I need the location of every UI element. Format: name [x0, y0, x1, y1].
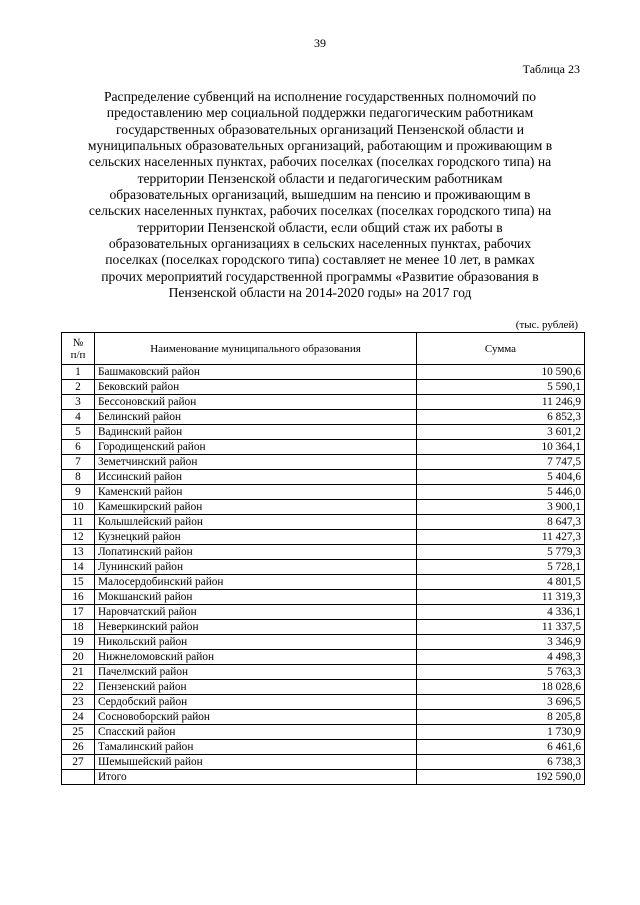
cell-name: Сосновоборский район — [95, 710, 417, 725]
table-row — [62, 725, 585, 740]
cell-sum: 3 601,2 — [417, 425, 585, 440]
cell-name: Камешкирский район — [95, 500, 417, 515]
table-row — [62, 680, 585, 695]
table-row — [62, 455, 585, 470]
total-row — [62, 770, 585, 785]
cell-num: 14 — [62, 560, 95, 575]
cell-sum: 8 647,3 — [417, 515, 585, 530]
header-sum: Сумма — [417, 333, 585, 365]
cell-sum: 4 498,3 — [417, 650, 585, 665]
cell-name: Неверкинский район — [95, 620, 417, 635]
cell-num: 23 — [62, 695, 95, 710]
cell-name: Мокшанский район — [95, 590, 417, 605]
cell-name: Пензенский район — [95, 680, 417, 695]
cell-num: 10 — [62, 500, 95, 515]
cell-name: Пачелмский район — [95, 665, 417, 680]
table-row — [62, 365, 585, 380]
table-row — [62, 695, 585, 710]
title-line: предоставлению мер социальной поддержки педагогическим работникам — [106, 105, 534, 121]
cell-num: 6 — [62, 440, 95, 455]
cell-num: 12 — [62, 530, 95, 545]
cell-num: 19 — [62, 635, 95, 650]
table-row — [62, 755, 585, 770]
cell-sum: 10 590,6 — [417, 365, 585, 380]
cell-name: Наровчатский район — [95, 605, 417, 620]
cell-num: 22 — [62, 680, 95, 695]
cell-sum: 8 205,8 — [417, 710, 585, 725]
cell-num: 17 — [62, 605, 95, 620]
table-label: Таблица 23 — [522, 62, 580, 76]
table-row — [62, 635, 585, 650]
cell-sum: 3 900,1 — [417, 500, 585, 515]
table-row — [62, 560, 585, 575]
cell-name: Спасский район — [95, 725, 417, 740]
title-line: Пензенской области на 2014-2020 годы» на 2017 год — [168, 285, 472, 301]
cell-name: Городищенский район — [95, 440, 417, 455]
cell-name: Лунинский район — [95, 560, 417, 575]
cell-sum: 7 747,5 — [417, 455, 585, 470]
cell-sum: 1 730,9 — [417, 725, 585, 740]
cell-name: Бессоновский район — [95, 395, 417, 410]
cell-name: Земетчинский район — [95, 455, 417, 470]
cell-name: Лопатинский район — [95, 545, 417, 560]
table-row — [62, 590, 585, 605]
table-row — [62, 410, 585, 425]
cell-name: Бековский район — [95, 380, 417, 395]
header-num-line2: п/п — [70, 348, 86, 361]
cell-sum: 5 779,3 — [417, 545, 585, 560]
table-row — [62, 500, 585, 515]
cell-sum: 18 028,6 — [417, 680, 585, 695]
cell-sum: 4 801,5 — [417, 575, 585, 590]
cell-sum: 11 337,5 — [417, 620, 585, 635]
cell-sum: 6 852,3 — [417, 410, 585, 425]
cell-name: Шемышейский район — [95, 755, 417, 770]
cell-num: 25 — [62, 725, 95, 740]
cell-sum: 5 728,1 — [417, 560, 585, 575]
cell-name: Башмаковский район — [95, 365, 417, 380]
table-row — [62, 605, 585, 620]
cell-name: Кузнецкий район — [95, 530, 417, 545]
title-line: прочих мероприятий государственной программы «Развитие образования в — [101, 268, 539, 284]
units-label: (тыс. рублей) — [515, 319, 578, 331]
title-line: образовательных организаций, вышедшим на пенсию и проживающим в — [109, 187, 531, 203]
table-row — [62, 515, 585, 530]
title-line: сельских населенных пунктах, рабочих поселках (поселках городского типа) на — [88, 154, 552, 170]
cell-sum: 11 427,3 — [417, 530, 585, 545]
cell-sum: 3 696,5 — [417, 695, 585, 710]
cell-num: 27 — [62, 755, 95, 770]
table-row — [62, 740, 585, 755]
header-num — [62, 333, 95, 365]
title-line: сельских населенных пунктах, рабочих поселках (поселках городского типа) на — [88, 203, 552, 219]
cell-sum: 6 461,6 — [417, 740, 585, 755]
table-row — [62, 650, 585, 665]
cell-num: 7 — [62, 455, 95, 470]
cell-num: 9 — [62, 485, 95, 500]
cell-num: 24 — [62, 710, 95, 725]
title-line: Распределение субвенций на исполнение государственных полномочий по — [103, 89, 537, 104]
table-row — [62, 485, 585, 500]
cell-name: Белинский район — [95, 410, 417, 425]
cell-sum: 10 364,1 — [417, 440, 585, 455]
cell-num: 15 — [62, 575, 95, 590]
title-line: территории Пензенской области, если общий стаж их работы в — [137, 219, 503, 235]
cell-num: 26 — [62, 740, 95, 755]
cell-sum: 11 319,3 — [417, 590, 585, 605]
cell-name: Вадинский район — [95, 425, 417, 440]
cell-num: 8 — [62, 470, 95, 485]
cell-sum: 5 404,6 — [417, 470, 585, 485]
cell-num — [62, 770, 95, 785]
cell-name: Малосердобинский район — [95, 575, 417, 590]
cell-sum: 11 246,9 — [417, 395, 585, 410]
allocation-table — [61, 332, 585, 785]
table-row — [62, 710, 585, 725]
title-line: поселках (поселках городского типа) составляет не менее 10 лет, в рамках — [105, 252, 535, 268]
cell-num: 2 — [62, 380, 95, 395]
cell-name: Итого — [95, 770, 417, 785]
cell-name: Никольский район — [95, 635, 417, 650]
cell-name: Сердобский район — [95, 695, 417, 710]
cell-num: 20 — [62, 650, 95, 665]
table-row — [62, 545, 585, 560]
cell-name: Тамалинский район — [95, 740, 417, 755]
cell-name: Иссинский район — [95, 470, 417, 485]
cell-num: 21 — [62, 665, 95, 680]
cell-num: 4 — [62, 410, 95, 425]
title-line: государственных образовательных организаций Пензенской области и — [116, 121, 524, 137]
cell-num: 3 — [62, 395, 95, 410]
header-num-line1: № — [72, 336, 84, 349]
cell-sum: 5 590,1 — [417, 380, 585, 395]
cell-name: Колышлейский район — [95, 515, 417, 530]
document-title — [62, 89, 578, 301]
table-row — [62, 575, 585, 590]
table-row — [62, 530, 585, 545]
title-line: территории Пензенской области и педагогическим работникам — [137, 170, 503, 186]
cell-sum: 4 336,1 — [417, 605, 585, 620]
table-row — [62, 440, 585, 455]
cell-num: 1 — [62, 365, 95, 380]
cell-num: 11 — [62, 515, 95, 530]
title-line: муниципальных образовательных организаций, работающим и проживающим в — [87, 138, 553, 154]
table-row — [62, 470, 585, 485]
cell-sum: 6 738,3 — [417, 755, 585, 770]
page-number: 39 — [314, 36, 326, 50]
table-row — [62, 395, 585, 410]
cell-num: 18 — [62, 620, 95, 635]
cell-sum: 3 346,9 — [417, 635, 585, 650]
title-line: образовательных организациях в сельских населенных пунктах, рабочих — [108, 236, 532, 252]
cell-name: Нижнеломовский район — [95, 650, 417, 665]
cell-num: 5 — [62, 425, 95, 440]
cell-sum: 5 763,3 — [417, 665, 585, 680]
table-row — [62, 665, 585, 680]
cell-num: 16 — [62, 590, 95, 605]
cell-sum: 5 446,0 — [417, 485, 585, 500]
header-name: Наименование муниципального образования — [95, 333, 417, 365]
table-row — [62, 425, 585, 440]
table-row — [62, 620, 585, 635]
cell-sum: 192 590,0 — [417, 770, 585, 785]
cell-num: 13 — [62, 545, 95, 560]
table-header-row — [62, 333, 585, 365]
cell-name: Каменский район — [95, 485, 417, 500]
table-row — [62, 380, 585, 395]
